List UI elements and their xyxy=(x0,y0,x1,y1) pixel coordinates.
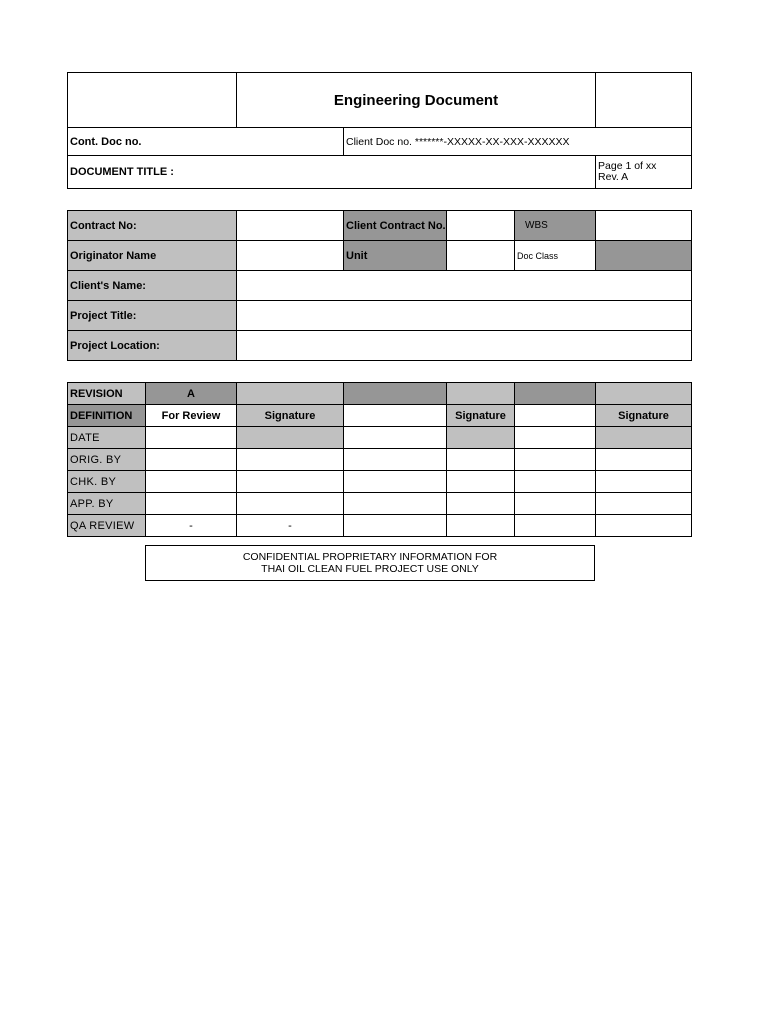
qa-review-cell[interactable] xyxy=(596,515,692,537)
chk-by-cell[interactable] xyxy=(344,471,447,493)
orig-by-cell[interactable] xyxy=(447,449,515,471)
row-label-orig-by: ORIG. BY xyxy=(68,449,146,471)
logo-cell-left xyxy=(68,73,237,128)
client-contract-value[interactable] xyxy=(447,211,515,241)
contract-no-value[interactable] xyxy=(237,211,344,241)
date-signature-cell[interactable] xyxy=(237,427,344,449)
cont-doc-label: Cont. Doc no. xyxy=(68,128,344,156)
client-doc-number: Client Doc no. *******-XXXXX-XX-XXX-XXXXXX xyxy=(344,128,692,156)
row-label-chk-by: CHK. BY xyxy=(68,471,146,493)
doc-class-value[interactable] xyxy=(596,241,692,271)
page-info: Page 1 of xx xyxy=(598,160,657,172)
date-signature-cell[interactable] xyxy=(596,427,692,449)
revision-cell xyxy=(596,383,692,405)
client-name-value[interactable] xyxy=(237,271,692,301)
orig-by-cell[interactable] xyxy=(237,449,344,471)
chk-by-cell[interactable] xyxy=(447,471,515,493)
app-by-cell[interactable] xyxy=(344,493,447,515)
revision-table xyxy=(67,382,692,537)
page-rev-cell xyxy=(596,156,692,189)
wbs-value[interactable] xyxy=(596,211,692,241)
contract-no-label: Contract No: xyxy=(68,211,237,241)
definition-label: DEFINITION xyxy=(68,405,146,427)
chk-by-cell[interactable] xyxy=(237,471,344,493)
orig-by-cell[interactable] xyxy=(344,449,447,471)
qa-review-cell[interactable] xyxy=(344,515,447,537)
app-by-cell[interactable] xyxy=(596,493,692,515)
project-location-value[interactable] xyxy=(237,331,692,361)
orig-by-cell[interactable] xyxy=(146,449,237,471)
date-cell[interactable] xyxy=(146,427,237,449)
wbs-label: WBS xyxy=(515,211,596,241)
qa-review-cell[interactable] xyxy=(447,515,515,537)
signature-header: Signature xyxy=(596,405,692,427)
orig-by-cell[interactable] xyxy=(515,449,596,471)
chk-by-cell[interactable] xyxy=(596,471,692,493)
originator-value[interactable] xyxy=(237,241,344,271)
row-label-date: DATE xyxy=(68,427,146,449)
client-contract-label: Client Contract No. xyxy=(344,211,447,241)
project-title-label: Project Title: xyxy=(68,301,237,331)
signature-header: Signature xyxy=(237,405,344,427)
signature-header: Signature xyxy=(447,405,515,427)
definition-for-review: For Review xyxy=(146,405,237,427)
app-by-cell[interactable] xyxy=(146,493,237,515)
revision-label: REVISION xyxy=(68,383,146,405)
chk-by-cell[interactable] xyxy=(515,471,596,493)
confidential-line-2: THAI OIL CLEAN FUEL PROJECT USE ONLY xyxy=(261,563,479,575)
revision-cell xyxy=(237,383,344,405)
document-title-heading: Engineering Document xyxy=(237,73,596,128)
project-location-label: Project Location: xyxy=(68,331,237,361)
date-cell[interactable] xyxy=(344,427,447,449)
chk-by-cell[interactable] xyxy=(146,471,237,493)
definition-cell xyxy=(344,405,447,427)
project-title-value[interactable] xyxy=(237,301,692,331)
originator-label: Originator Name xyxy=(68,241,237,271)
document-title-label: DOCUMENT TITLE : xyxy=(68,156,596,189)
logo-cell-right xyxy=(596,73,692,128)
qa-review-cell[interactable] xyxy=(515,515,596,537)
app-by-cell[interactable] xyxy=(447,493,515,515)
confidential-line-1: CONFIDENTIAL PROPRIETARY INFORMATION FOR xyxy=(242,551,498,563)
doc-class-label: Doc Class xyxy=(515,241,596,271)
unit-value[interactable] xyxy=(447,241,515,271)
row-label-app-by: APP. BY xyxy=(68,493,146,515)
orig-by-cell[interactable] xyxy=(596,449,692,471)
contract-info-table xyxy=(67,210,692,361)
row-label-qa-review: QA REVIEW xyxy=(68,515,146,537)
revision-cell xyxy=(344,383,447,405)
qa-review-value[interactable]: - xyxy=(237,515,344,537)
confidential-notice xyxy=(145,545,595,581)
qa-review-value[interactable]: - xyxy=(146,515,237,537)
app-by-cell[interactable] xyxy=(237,493,344,515)
client-name-label: Client's Name: xyxy=(68,271,237,301)
definition-cell xyxy=(515,405,596,427)
revision-cell xyxy=(515,383,596,405)
app-by-cell[interactable] xyxy=(515,493,596,515)
document-header xyxy=(67,72,692,189)
date-cell[interactable] xyxy=(515,427,596,449)
date-signature-cell[interactable] xyxy=(447,427,515,449)
revision-value: A xyxy=(146,383,237,405)
rev-info: Rev. A xyxy=(598,171,629,183)
revision-cell xyxy=(447,383,515,405)
unit-label: Unit xyxy=(344,241,447,271)
